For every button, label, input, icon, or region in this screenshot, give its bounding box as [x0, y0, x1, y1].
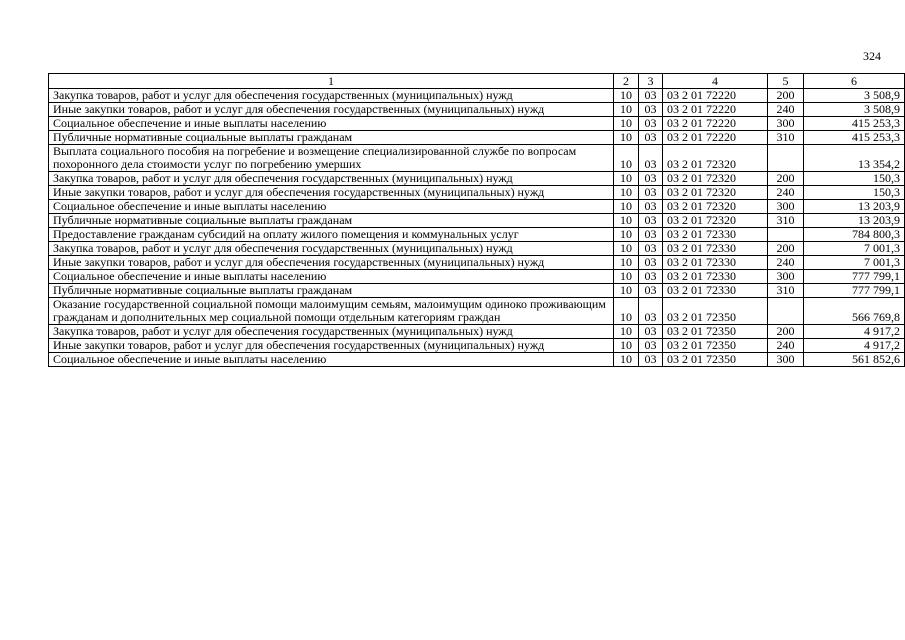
- row-target-article: 03 2 01 72330: [663, 242, 768, 256]
- table-row: [49, 256, 905, 270]
- row-subsection-code: 03: [639, 270, 663, 284]
- row-expense-type: 200: [768, 172, 804, 186]
- row-target-article: 03 2 01 72330: [663, 270, 768, 284]
- row-amount: 566 769,8: [804, 298, 905, 325]
- row-subsection-code: 03: [639, 172, 663, 186]
- row-section-code: 10: [614, 200, 639, 214]
- row-amount: 777 799,1: [804, 284, 905, 298]
- row-expense-type: 200: [768, 89, 804, 103]
- row-subsection-code: 03: [639, 339, 663, 353]
- row-expense-type: [768, 228, 804, 242]
- row-subsection-code: 03: [639, 228, 663, 242]
- row-subsection-code: 03: [639, 117, 663, 131]
- row-amount: 13 203,9: [804, 200, 905, 214]
- row-section-code: 10: [614, 298, 639, 325]
- row-section-code: 10: [614, 145, 639, 172]
- row-description: Публичные нормативные социальные выплаты гражданам: [49, 284, 614, 298]
- row-description: Оказание государственной социальной помощи малоимущим семьям, малоимущим одиноко проживающим гражданам и дополнительных мер социальной помощи отдельным категориям граждан: [49, 298, 614, 325]
- table-row: [49, 117, 905, 131]
- row-amount: 13 354,2: [804, 145, 905, 172]
- row-subsection-code: 03: [639, 200, 663, 214]
- row-section-code: 10: [614, 242, 639, 256]
- row-description: Иные закупки товаров, работ и услуг для обеспечения государственных (муниципальных) нужд: [49, 256, 614, 270]
- row-amount: 13 203,9: [804, 214, 905, 228]
- row-section-code: 10: [614, 339, 639, 353]
- table-row: [49, 214, 905, 228]
- table-row: [49, 172, 905, 186]
- row-description: Закупка товаров, работ и услуг для обеспечения государственных (муниципальных) нужд: [49, 242, 614, 256]
- row-target-article: 03 2 01 72320: [663, 145, 768, 172]
- row-target-article: 03 2 01 72320: [663, 172, 768, 186]
- row-section-code: 10: [614, 256, 639, 270]
- row-subsection-code: 03: [639, 186, 663, 200]
- row-description: Социальное обеспечение и иные выплаты населению: [49, 117, 614, 131]
- column-header-5: 5: [768, 74, 804, 89]
- row-description: Закупка товаров, работ и услуг для обеспечения государственных (муниципальных) нужд: [49, 325, 614, 339]
- row-subsection-code: 03: [639, 103, 663, 117]
- row-section-code: 10: [614, 270, 639, 284]
- row-expense-type: 240: [768, 256, 804, 270]
- row-expense-type: 300: [768, 353, 804, 367]
- row-subsection-code: 03: [639, 298, 663, 325]
- row-amount: 3 508,9: [804, 103, 905, 117]
- column-header-1: 1: [49, 74, 614, 89]
- row-target-article: 03 2 01 72330: [663, 256, 768, 270]
- row-expense-type: [768, 145, 804, 172]
- row-section-code: 10: [614, 172, 639, 186]
- row-expense-type: 240: [768, 339, 804, 353]
- row-target-article: 03 2 01 72350: [663, 298, 768, 325]
- row-description: Иные закупки товаров, работ и услуг для обеспечения государственных (муниципальных) нужд: [49, 339, 614, 353]
- row-amount: 784 800,3: [804, 228, 905, 242]
- row-section-code: 10: [614, 89, 639, 103]
- row-subsection-code: 03: [639, 89, 663, 103]
- table-body: [49, 89, 905, 367]
- row-section-code: 10: [614, 103, 639, 117]
- row-amount: 150,3: [804, 172, 905, 186]
- row-amount: 561 852,6: [804, 353, 905, 367]
- row-section-code: 10: [614, 117, 639, 131]
- row-target-article: 03 2 01 72330: [663, 284, 768, 298]
- table-row: [49, 228, 905, 242]
- row-expense-type: 240: [768, 186, 804, 200]
- row-section-code: 10: [614, 284, 639, 298]
- header-row: [49, 74, 905, 89]
- row-target-article: 03 2 01 72320: [663, 186, 768, 200]
- column-header-2: 2: [614, 74, 639, 89]
- column-header-3: 3: [639, 74, 663, 89]
- row-target-article: 03 2 01 72350: [663, 353, 768, 367]
- row-description: Иные закупки товаров, работ и услуг для обеспечения государственных (муниципальных) нужд: [49, 103, 614, 117]
- row-target-article: 03 2 01 72350: [663, 339, 768, 353]
- row-target-article: 03 2 01 72320: [663, 200, 768, 214]
- row-description: Социальное обеспечение и иные выплаты населению: [49, 270, 614, 284]
- row-description: Иные закупки товаров, работ и услуг для обеспечения государственных (муниципальных) нужд: [49, 186, 614, 200]
- row-subsection-code: 03: [639, 325, 663, 339]
- row-description: Публичные нормативные социальные выплаты гражданам: [49, 214, 614, 228]
- table-header: [49, 74, 905, 89]
- row-expense-type: 200: [768, 242, 804, 256]
- row-target-article: 03 2 01 72330: [663, 228, 768, 242]
- row-section-code: 10: [614, 214, 639, 228]
- row-expense-type: 300: [768, 270, 804, 284]
- row-amount: 4 917,2: [804, 339, 905, 353]
- row-expense-type: 240: [768, 103, 804, 117]
- row-subsection-code: 03: [639, 256, 663, 270]
- row-amount: 150,3: [804, 186, 905, 200]
- row-description: Предоставление гражданам субсидий на оплату жилого помещения и коммунальных услуг: [49, 228, 614, 242]
- row-expense-type: 310: [768, 284, 804, 298]
- row-target-article: 03 2 01 72320: [663, 214, 768, 228]
- row-description: Социальное обеспечение и иные выплаты населению: [49, 200, 614, 214]
- row-amount: 4 917,2: [804, 325, 905, 339]
- row-subsection-code: 03: [639, 284, 663, 298]
- row-target-article: 03 2 01 72220: [663, 131, 768, 145]
- row-subsection-code: 03: [639, 214, 663, 228]
- row-target-article: 03 2 01 72350: [663, 325, 768, 339]
- row-expense-type: [768, 298, 804, 325]
- row-target-article: 03 2 01 72220: [663, 103, 768, 117]
- row-description: Социальное обеспечение и иные выплаты населению: [49, 353, 614, 367]
- row-subsection-code: 03: [639, 145, 663, 172]
- table-row: [49, 325, 905, 339]
- row-expense-type: 300: [768, 200, 804, 214]
- table-row: [49, 200, 905, 214]
- row-amount: 3 508,9: [804, 89, 905, 103]
- row-section-code: 10: [614, 353, 639, 367]
- row-expense-type: 310: [768, 214, 804, 228]
- table-row: [49, 353, 905, 367]
- row-description: Публичные нормативные социальные выплаты гражданам: [49, 131, 614, 145]
- table-row: [49, 145, 905, 172]
- table-row: [49, 339, 905, 353]
- row-target-article: 03 2 01 72220: [663, 89, 768, 103]
- budget-table: [48, 73, 905, 367]
- column-header-6: 6: [804, 74, 905, 89]
- row-description: Выплата социального пособия на погребение и возмещение специализированной службе по вопросам похоронного дела стоимости услуг по погребению умерших: [49, 145, 614, 172]
- table-row: [49, 298, 905, 325]
- row-amount: 777 799,1: [804, 270, 905, 284]
- row-expense-type: 310: [768, 131, 804, 145]
- row-amount: 7 001,3: [804, 242, 905, 256]
- column-header-4: 4: [663, 74, 768, 89]
- row-expense-type: 300: [768, 117, 804, 131]
- table-row: [49, 131, 905, 145]
- table-row: [49, 186, 905, 200]
- row-description: Закупка товаров, работ и услуг для обеспечения государственных (муниципальных) нужд: [49, 172, 614, 186]
- table-row: [49, 270, 905, 284]
- row-subsection-code: 03: [639, 242, 663, 256]
- row-subsection-code: 03: [639, 131, 663, 145]
- row-subsection-code: 03: [639, 353, 663, 367]
- row-amount: 7 001,3: [804, 256, 905, 270]
- row-section-code: 10: [614, 325, 639, 339]
- row-section-code: 10: [614, 131, 639, 145]
- row-expense-type: 200: [768, 325, 804, 339]
- row-target-article: 03 2 01 72220: [663, 117, 768, 131]
- row-section-code: 10: [614, 228, 639, 242]
- row-section-code: 10: [614, 186, 639, 200]
- row-description: Закупка товаров, работ и услуг для обеспечения государственных (муниципальных) нужд: [49, 89, 614, 103]
- row-amount: 415 253,3: [804, 117, 905, 131]
- table-row: [49, 284, 905, 298]
- table-row: [49, 103, 905, 117]
- table-row: [49, 89, 905, 103]
- row-amount: 415 253,3: [804, 131, 905, 145]
- table-row: [49, 242, 905, 256]
- page-number: 324: [863, 49, 881, 63]
